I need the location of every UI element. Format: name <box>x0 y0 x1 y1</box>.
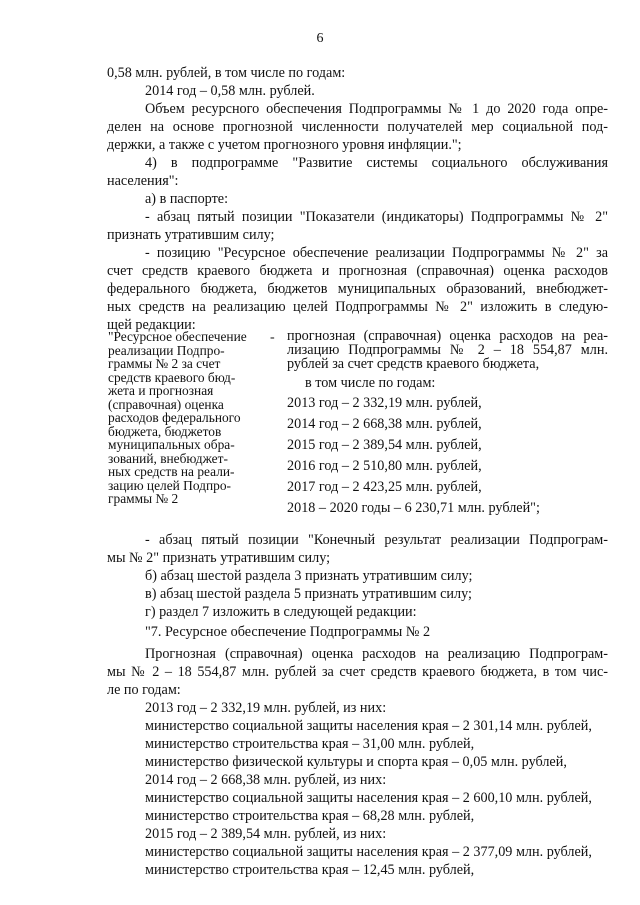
text-line: ле по годам: <box>107 682 181 698</box>
text-line: 0,58 млн. рублей, в том числе по годам: <box>107 65 346 81</box>
passport-value-subtitle: в том числе по годам: <box>305 375 436 391</box>
label-line: "Ресурсное обеспечение <box>108 329 247 344</box>
text-line: 2013 год – 2 332,19 млн. рублей, из них: <box>145 700 387 716</box>
passport-value-line: лизацию Подпрограммы № 2 – 18 554,87 млн. <box>287 342 608 358</box>
text-line: 4) в подпрограмме "Развитие системы социального обслуживания <box>145 155 608 171</box>
text-line: Прогнозная (справочная) оценка расходов на реализацию Подпрограм- <box>145 646 608 662</box>
passport-year-line: 2014 год – 2 668,38 млн. рублей, <box>287 416 482 432</box>
passport-year-line: 2013 год – 2 332,19 млн. рублей, <box>287 395 482 411</box>
text-line: ных средств на реализацию целей Подпрограммы № 2" изложить в следую- <box>107 299 608 315</box>
section-heading: "7. Ресурсное обеспечение Подпрограммы № 2 <box>145 624 431 640</box>
label-line: расходов федерального <box>108 410 241 425</box>
label-line: муниципальных обра- <box>108 437 235 452</box>
text-line: министерство строительства края – 68,28 млн. рублей, <box>145 808 475 824</box>
text-line: щей редакции: <box>107 317 196 333</box>
passport-year-line: 2015 год – 2 389,54 млн. рублей, <box>287 437 482 453</box>
passport-value-line: рублей за счет средств краевого бюджета, <box>287 356 540 372</box>
text-line: министерство строительства края – 12,45 млн. рублей, <box>145 862 475 878</box>
passport-value-line: прогнозная (справочная) оценка расходов на реа- <box>287 328 608 344</box>
text-line: - позицию "Ресурсное обеспечение реализации Подпрограммы № 2" за <box>145 245 608 261</box>
text-line: 2015 год – 2 389,54 млн. рублей, из них: <box>145 826 387 842</box>
label-line: граммы № 2 за счет <box>108 356 221 371</box>
text-line: б) абзац шестой раздела 3 признать утратившим силу; <box>145 568 473 584</box>
text-line: федерального бюджета, бюджетов муниципальных образований, внебюджет- <box>107 281 608 297</box>
passport-year-line: 2016 год – 2 510,80 млн. рублей, <box>287 458 482 474</box>
text-line: министерство физической культуры и спорта края – 0,05 млн. рублей, <box>145 754 567 770</box>
text-line: счет средств краевого бюджета и прогнозная (справочная) оценка расходов <box>107 263 608 279</box>
text-line: мы № 2 – 18 554,87 млн. рублей за счет средств краевого бюджета, в том чис- <box>107 664 608 680</box>
label-line: зацию целей Подпро- <box>108 477 231 493</box>
text-line: держки, а также с учетом прогнозного уровня инфляции."; <box>107 137 462 153</box>
text-line: 2014 год – 2 668,38 млн. рублей, из них: <box>145 772 387 788</box>
label-line: жета и прогнозная <box>108 383 214 398</box>
passport-year-line: 2017 год – 2 423,25 млн. рублей, <box>287 479 482 495</box>
text-line: признать утратившим силу; <box>107 227 275 243</box>
text-line: министерство социальной защиты населения края – 2 600,10 млн. рублей, <box>145 790 592 806</box>
label-line: ных средств на реали- <box>108 464 235 479</box>
page-number: 6 <box>316 31 324 46</box>
passport-year-line: 2018 – 2020 годы – 6 230,71 млн. рублей"; <box>287 500 540 516</box>
text-line: 2014 год – 0,58 млн. рублей. <box>145 83 315 99</box>
text-line: министерство строительства края – 31,00 млн. рублей, <box>145 736 475 752</box>
text-line: министерство социальной защиты населения края – 2 301,14 млн. рублей, <box>145 718 592 734</box>
label-line: реализации Подпро- <box>108 342 225 358</box>
text-line: мы № 2" признать утратившим силу; <box>107 550 331 566</box>
text-line: - абзац пятый позиции "Конечный результат реализации Подпрограм- <box>145 532 608 548</box>
label-line: средств краевого бюд- <box>108 369 236 385</box>
label-line: граммы № 2 <box>108 491 179 506</box>
separator-dash: - <box>270 330 275 345</box>
text-line: - абзац пятый позиции "Показатели (индикаторы) Подпрограммы № 2" <box>145 209 608 225</box>
label-line: зований, внебюджет- <box>108 450 228 466</box>
text-line: населения": <box>107 173 179 189</box>
text-line: делен на основе прогнозной численности получателей мер социальной под- <box>107 119 608 135</box>
text-line: в) абзац шестой раздела 5 признать утратившим силу; <box>145 586 472 602</box>
label-line: (справочная) оценка <box>108 396 224 412</box>
text-line: а) в паспорте: <box>145 191 229 207</box>
label-line: бюджета, бюджетов <box>108 423 222 439</box>
passport-position-label <box>108 330 268 506</box>
text-line: министерство социальной защиты населения края – 2 377,09 млн. рублей, <box>145 844 592 860</box>
text-line: г) раздел 7 изложить в следующей редакции: <box>145 604 417 620</box>
text-line: Объем ресурсного обеспечения Подпрограммы № 1 до 2020 года опре- <box>145 101 608 117</box>
